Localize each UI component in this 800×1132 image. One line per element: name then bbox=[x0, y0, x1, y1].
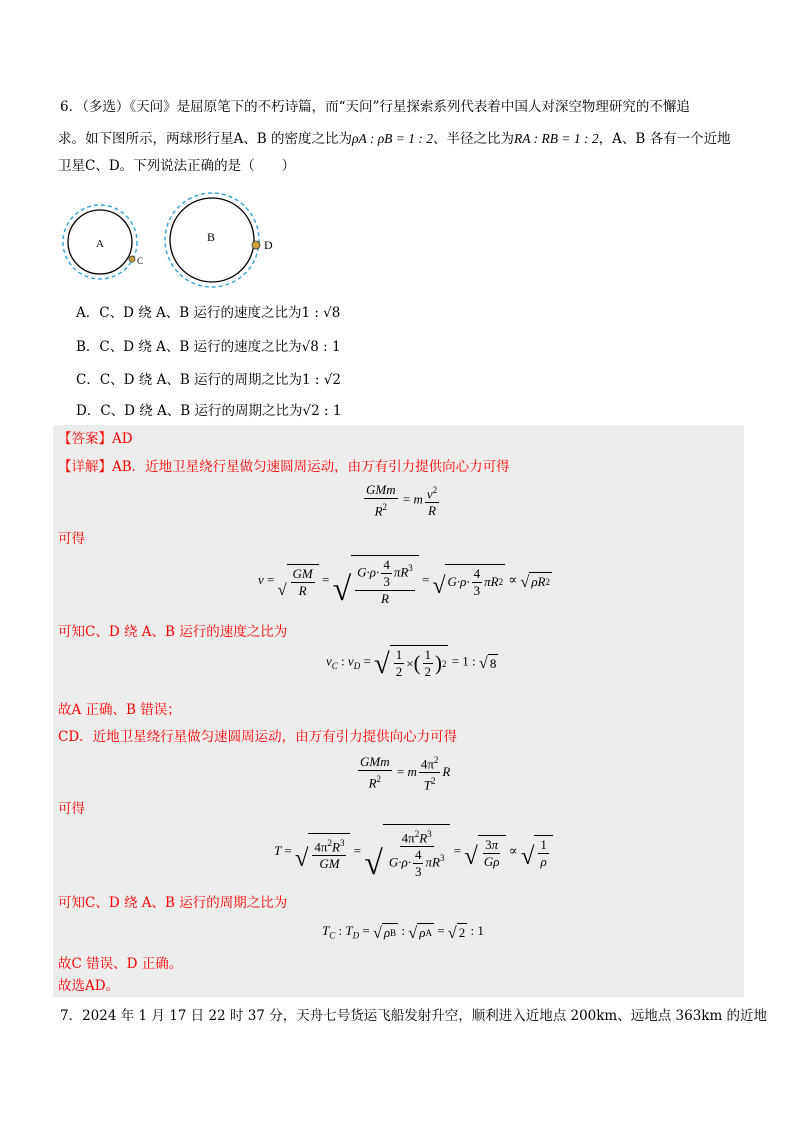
q6-line1: 6．（多选）《天问》是屈原笔下的不朽诗篇，而“天问”行星探索系列代表着中国人对深空物理研究的不懈追 bbox=[60, 99, 690, 115]
label-a: A bbox=[96, 238, 104, 250]
formula-period-ratio: $T_C$ : $T_D$ = √ ρ B : √ ρ A = √ 2 : 1 bbox=[322, 923, 484, 942]
detail-line: 【详解】AB．近地卫星绕行星做匀速圆周运动，由万有引力提供向心力可得 bbox=[58, 459, 510, 475]
label-d: D bbox=[264, 238, 273, 252]
q6-line2-a: 求。如下图所示，两球形行星A、B 的密度之比为 bbox=[58, 131, 352, 147]
option-d: D．C、D 绕 A、B 运行的周期之比为√2 : 1 bbox=[76, 403, 342, 419]
q6-line2 bbox=[58, 129, 731, 149]
label-b: B bbox=[207, 230, 216, 244]
kede-1: 可得 bbox=[58, 531, 85, 547]
planets-figure bbox=[58, 190, 298, 290]
formula-gravity-period: $\frac{\text{GMm}}{R^2}$ = m $\frac{4\pi^2}{T^2}$ R bbox=[356, 752, 450, 794]
q6-line3: 卫星C、D。下列说法正确的是（ ） bbox=[58, 158, 296, 174]
formula-speed-ratio: $v_C$ : $v_D$ = √ $\frac{1}{2}$ × ( $\frac{1}{2}$ ) 2 = 1 : √ 8 bbox=[326, 647, 497, 681]
final-answer: 故选AD。 bbox=[58, 978, 120, 994]
q7-line1: 7．2024 年 1 月 17 日 22 时 37 分，天舟七号货运飞船发射升空，顺利进入近地点 200km、远地点 363km 的近地 bbox=[60, 1008, 768, 1024]
answer-line: 【答案】AD bbox=[58, 431, 133, 447]
label-c: C bbox=[137, 256, 144, 266]
kede-2: 可得 bbox=[58, 801, 85, 817]
density-ratio: ρA : ρB = 1 : 2 bbox=[351, 131, 434, 146]
speed-ratio-text: 可知C、D 绕 A、B 运行的速度之比为 bbox=[58, 624, 288, 640]
conclusion-ab: 故A 正确、B 错误； bbox=[58, 702, 181, 718]
satellite-d bbox=[252, 241, 260, 249]
satellite-c bbox=[129, 256, 135, 262]
option-b: B．C、D 绕 A、B 运行的速度之比为√8 : 1 bbox=[76, 339, 341, 355]
formula-velocity: v = √ $\frac{GM}{R}$ = √ G·ρ· $\frac{4}{3}$ $\pi R^3$ R = √ G·ρ· $\frac{4}{3}$ πR 2 ∝ √ ρR 2 bbox=[258, 557, 550, 609]
formula-gravity-velocity: $\frac{\text{GMm}}{R^2}$ = m $\frac{v^2}{R}$ bbox=[366, 482, 438, 519]
conclusion-cd: 故C 错误、D 正确。 bbox=[58, 956, 183, 972]
option-c: C．C、D 绕 A、B 运行的周期之比为1 : √2 bbox=[76, 372, 341, 388]
cd-line: CD．近地卫星绕行星做匀速圆周运动，由万有引力提供向心力可得 bbox=[58, 729, 458, 745]
formula-period: T = √ $\frac{4\pi^2R^3}{GM}$ = √ $4\pi^2R^3$ G·ρ· $\frac{4}{3}$ $\pi R^3$ = √ $\frac{3\pi}{G\rho}$ ∝ √ $\frac{1}{\rho}$ bbox=[274, 824, 553, 880]
option-a: A．C、D 绕 A、B 运行的速度之比为1 : √8 bbox=[76, 305, 341, 321]
radius-ratio: RA : RB = 1 : 2 bbox=[514, 131, 599, 146]
q6-line2-c: ，A、B 各有一个近地 bbox=[598, 131, 731, 147]
q6-line2-b: 、半径之比为 bbox=[433, 131, 515, 147]
period-ratio-text: 可知C、D 绕 A、B 运行的周期之比为 bbox=[58, 895, 288, 911]
